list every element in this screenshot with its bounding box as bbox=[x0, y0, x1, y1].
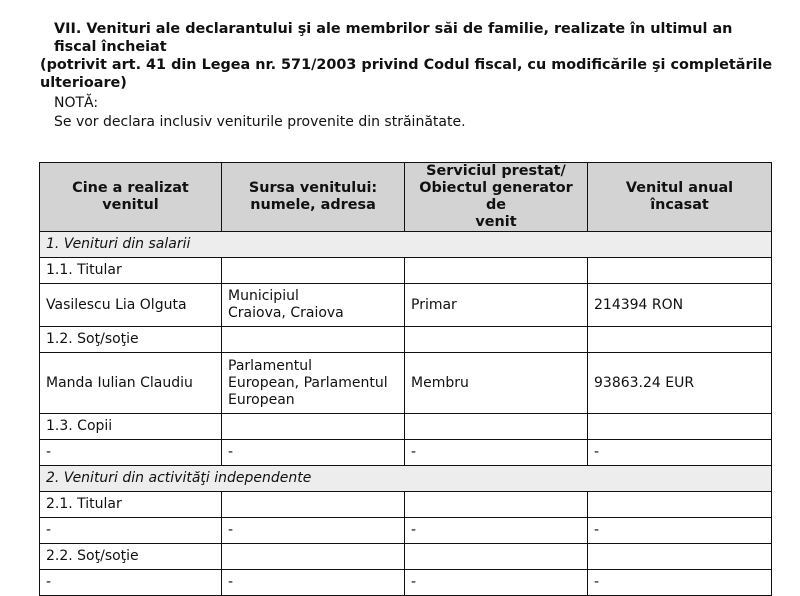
note-label: NOTĂ: bbox=[54, 95, 99, 111]
table-row bbox=[40, 258, 772, 284]
cell-service bbox=[405, 492, 588, 518]
cell-income: 93863.24 EUR bbox=[588, 353, 772, 414]
cell-service: Membru bbox=[405, 353, 588, 414]
table-row bbox=[40, 414, 772, 440]
cell-source: Parlamentul European, Parlamentul European bbox=[222, 353, 405, 414]
cell-who: 1.3. Copii bbox=[40, 414, 222, 440]
cell-income bbox=[588, 492, 772, 518]
section-title: 2. Venituri din activităţi independente bbox=[40, 466, 772, 492]
cell-source: - bbox=[222, 440, 405, 466]
cell-income bbox=[588, 414, 772, 440]
cell-source bbox=[222, 414, 405, 440]
table-header-row bbox=[40, 163, 772, 232]
note-block bbox=[54, 94, 466, 132]
table-row bbox=[40, 440, 772, 466]
cell-source bbox=[222, 544, 405, 570]
table-row bbox=[40, 327, 772, 353]
cell-who: 1.1. Titular bbox=[40, 258, 222, 284]
cell-income: - bbox=[588, 570, 772, 596]
table-row bbox=[40, 544, 772, 570]
heading-line-2: (potrivit art. 41 din Legea nr. 571/2003 privind Codul fiscal, cu modificările şi completările bbox=[40, 57, 773, 73]
cell-income bbox=[588, 258, 772, 284]
cell-service bbox=[405, 258, 588, 284]
cell-source bbox=[222, 258, 405, 284]
header-income: Venitul anual încasat bbox=[588, 163, 772, 232]
cell-service bbox=[405, 544, 588, 570]
cell-who: - bbox=[40, 570, 222, 596]
cell-who: 2.2. Soţ/soţie bbox=[40, 544, 222, 570]
cell-who: Manda Iulian Claudiu bbox=[40, 353, 222, 414]
table-row bbox=[40, 284, 772, 327]
cell-service bbox=[405, 414, 588, 440]
table-row bbox=[40, 492, 772, 518]
cell-who: - bbox=[40, 518, 222, 544]
cell-source: Municipiul Craiova, Craiova bbox=[222, 284, 405, 327]
section-heading bbox=[40, 20, 775, 92]
cell-source bbox=[222, 492, 405, 518]
cell-source: - bbox=[222, 518, 405, 544]
cell-source bbox=[222, 327, 405, 353]
cell-income bbox=[588, 544, 772, 570]
cell-service: - bbox=[405, 518, 588, 544]
header-who: Cine a realizat venitul bbox=[40, 163, 222, 232]
cell-income: 214394 RON bbox=[588, 284, 772, 327]
cell-who: 1.2. Soţ/soţie bbox=[40, 327, 222, 353]
header-source: Sursa venitului: numele, adresa bbox=[222, 163, 405, 232]
cell-service: - bbox=[405, 570, 588, 596]
cell-income bbox=[588, 327, 772, 353]
section-row bbox=[40, 466, 772, 492]
heading-line-3: ulterioare) bbox=[40, 75, 127, 91]
cell-service: - bbox=[405, 440, 588, 466]
cell-who: - bbox=[40, 440, 222, 466]
income-table bbox=[39, 162, 772, 596]
cell-who: Vasilescu Lia Olguta bbox=[40, 284, 222, 327]
cell-income: - bbox=[588, 518, 772, 544]
cell-service bbox=[405, 327, 588, 353]
table-row bbox=[40, 353, 772, 414]
section-title: 1. Venituri din salarii bbox=[40, 232, 772, 258]
heading-line-1: VII. Venituri ale declarantului şi ale membrilor săi de familie, realizate în ultimul an fiscal încheiat bbox=[54, 21, 733, 55]
section-row bbox=[40, 232, 772, 258]
table-row bbox=[40, 570, 772, 596]
header-service: Serviciul prestat/ Obiectul generator de venit bbox=[405, 163, 588, 232]
cell-service: Primar bbox=[405, 284, 588, 327]
table-row bbox=[40, 518, 772, 544]
cell-income: - bbox=[588, 440, 772, 466]
note-text: Se vor declara inclusiv veniturile provenite din străinătate. bbox=[54, 114, 466, 130]
cell-source: - bbox=[222, 570, 405, 596]
cell-who: 2.1. Titular bbox=[40, 492, 222, 518]
